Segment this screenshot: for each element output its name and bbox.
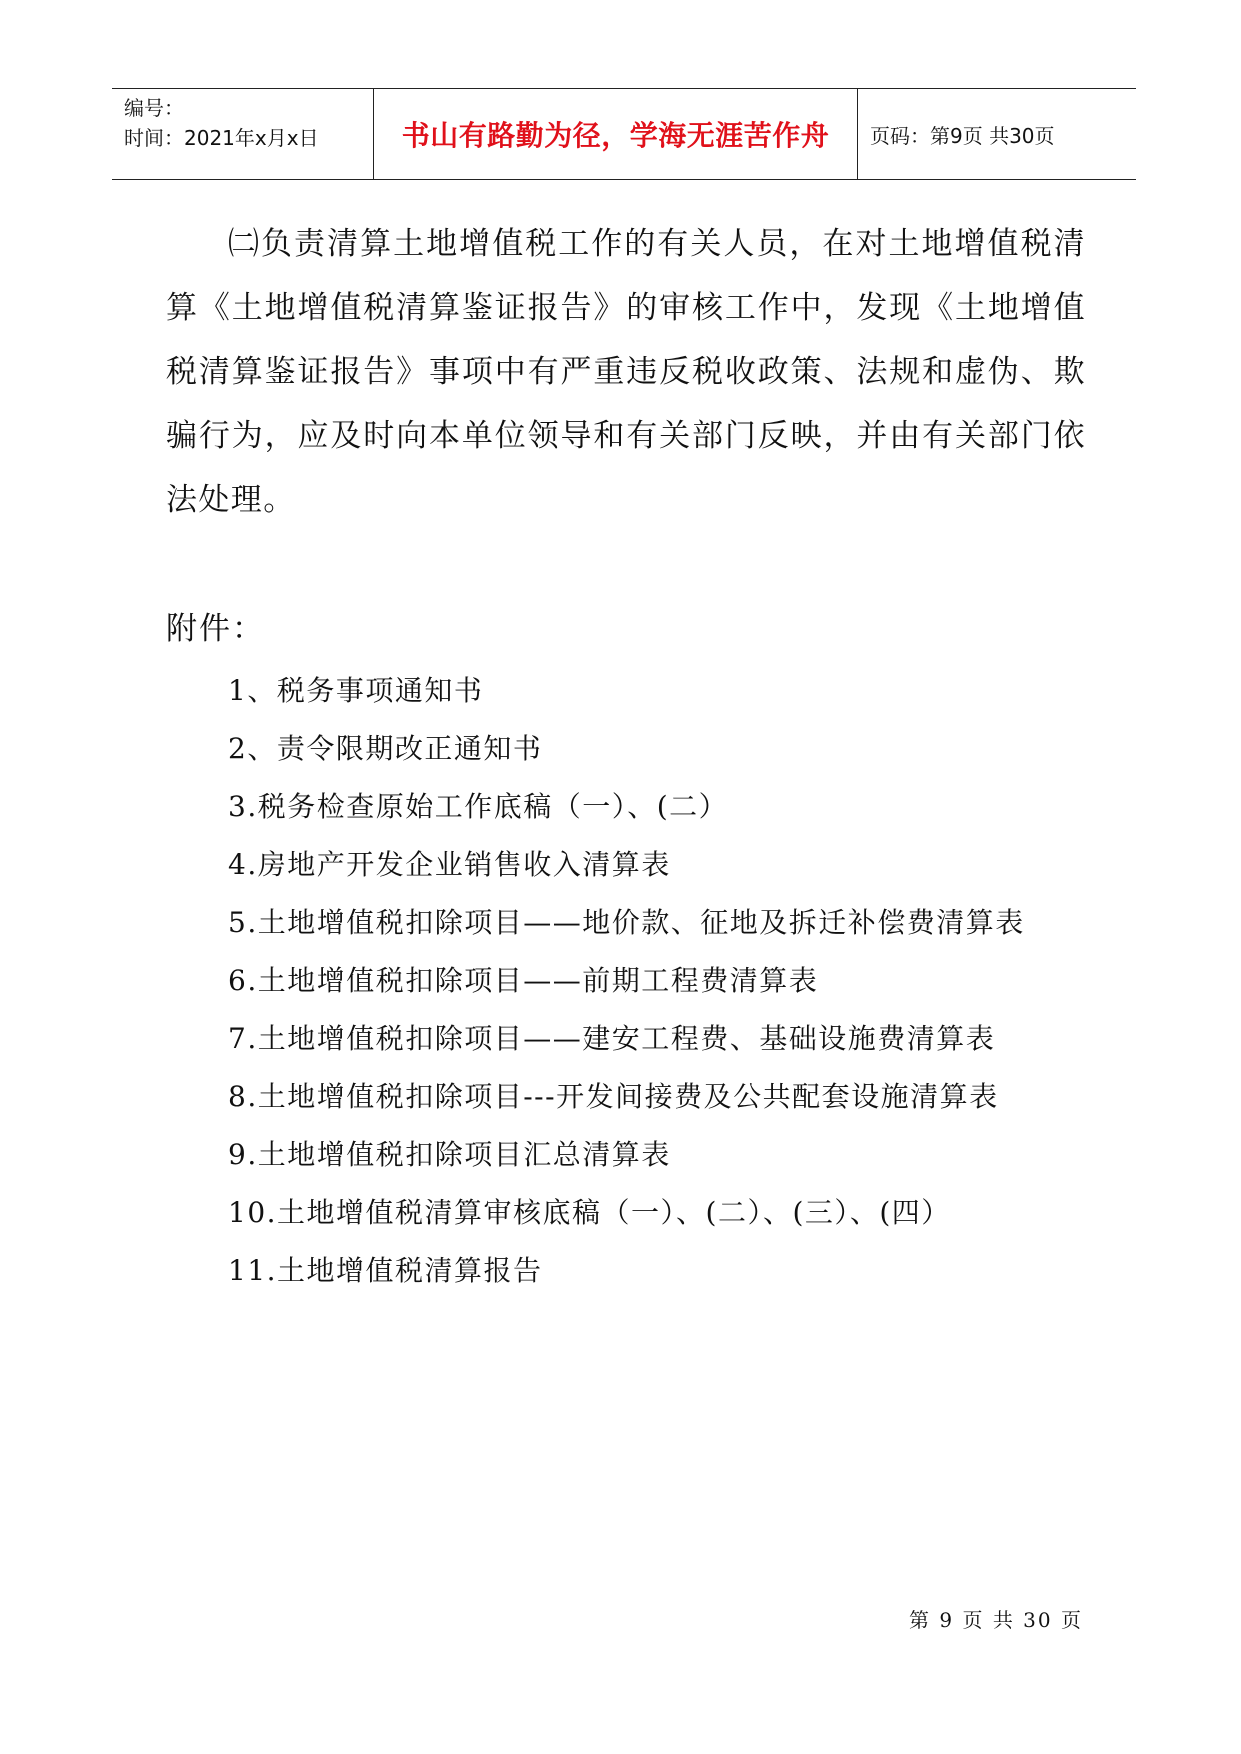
attachment-item: 7.土地增值税扣除项目——建安工程费、基础设施费清算表 [228,1022,996,1055]
attachment-item: 10.土地增值税清算审核底稿（一）、(二）、(三）、(四） [228,1196,951,1229]
attachment-item: 9.土地增值税扣除项目汇总清算表 [228,1138,671,1171]
attachment-item: 6.土地增值税扣除项目——前期工程费清算表 [228,964,819,997]
header-page-label: 页码：第9页 共30页 [870,123,1055,148]
header-meta [112,89,374,179]
attachments-list [228,662,1025,1300]
header-code-label: 编号： [124,96,184,120]
header-time-label: 时间：2021年x月x日 [124,126,319,150]
header-motto-cell [374,89,858,179]
header-page-cell [858,89,1136,179]
attachment-item: 3.税务检查原始工作底稿（一）、(二） [228,790,729,823]
attachment-item: 1、税务事项通知书 [228,674,484,707]
attachment-item: 2、责令限期改正通知书 [228,732,543,765]
page-header [112,88,1136,180]
attachment-item: 4.房地产开发企业销售收入清算表 [228,848,671,881]
body-paragraph: ㈡负责清算土地增值税工作的有关人员，在对土地增值税清算《土地增值税清算鉴证报告》的审核工作中，发现《土地增值税清算鉴证报告》事项中有严重违反税收政策、法规和虚伪、欺骗行为，应及时向本单位领导和有关部门反映，并由有关部门依法处理。 [166,226,1086,518]
attachments-title: 附件： [166,611,265,647]
attachment-item: 11.土地增值税清算报告 [228,1254,543,1287]
header-motto: 书山有路勤为径，学海无涯苦作舟 [401,119,830,152]
attachment-item: 5.土地增值税扣除项目——地价款、征地及拆迁补偿费清算表 [228,906,1025,939]
attachment-item: 8.土地增值税扣除项目---开发间接费及公共配套设施清算表 [228,1080,999,1113]
page-footer: 第 9 页 共 30 页 [909,1608,1083,1632]
